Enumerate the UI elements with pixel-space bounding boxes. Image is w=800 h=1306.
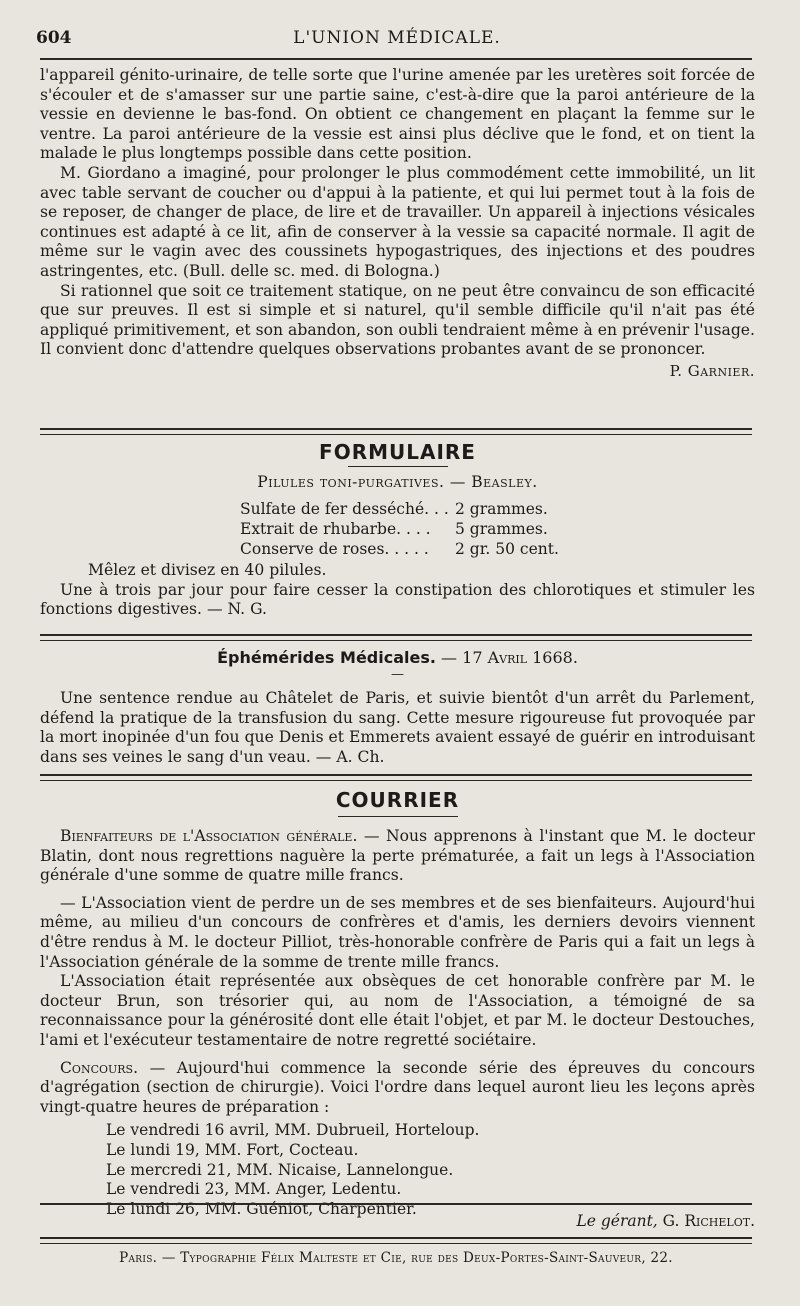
ephemerides-date: — 17 Avril 1668. bbox=[441, 648, 578, 667]
ingredient-row bbox=[240, 539, 755, 559]
schedule-item: Le vendredi 23, MM. Anger, Ledentu. bbox=[106, 1180, 402, 1199]
bienfaiteurs-paragraph bbox=[40, 827, 755, 886]
courrier-section bbox=[40, 788, 755, 1219]
ingredient-dose: 2 grammes. bbox=[455, 500, 548, 518]
schedule-item: Le lundi 26, MM. Guéniot, Charpentier. bbox=[106, 1199, 417, 1218]
formulaire-subtitle: Pilules toni-purgatives. — Beasley. bbox=[257, 473, 538, 491]
concours-label: Concours. bbox=[60, 1058, 139, 1077]
section-rule bbox=[40, 774, 752, 781]
section-rule bbox=[40, 428, 752, 435]
section-rule bbox=[40, 634, 752, 641]
ephemerides-heading bbox=[40, 648, 755, 667]
courrier-title: COURRIER bbox=[335, 788, 460, 812]
gerant-name: G. Richelot. bbox=[662, 1212, 755, 1230]
bienfaiteurs-text: — Nous apprenons à l'instant que M. le docteur Blatin, dont nous regrettions naguère la perte prématurée, a fait un legs à l'Association générale d'une somme de quatre mille francs. bbox=[40, 827, 755, 885]
bienfaiteurs-label: Bienfaiteurs de l'Association générale. bbox=[60, 827, 358, 845]
gerant-label: Le gérant, bbox=[576, 1212, 658, 1230]
ingredient-name: Extrait de rhubarbe. . . . bbox=[240, 520, 431, 538]
article-paragraph-3: Si rationnel que soit ce traitement statique, on ne peut être convaincu de son efficacité que sur preuves. Il est si simple et si naturel, qu'il semble difficile qu'il n'ait pas été appliqué primitivement, et son abandon, son oubli tendraient même à en prévenir l'usage. Il convient donc d'attendre quelques observations probantes avant de se prononcer. bbox=[40, 281, 755, 359]
ingredient-row bbox=[240, 499, 755, 519]
running-title: L'UNION MÉDICALE. bbox=[293, 28, 501, 48]
article-signature: P. Garnier. bbox=[669, 361, 755, 380]
article-continuation bbox=[40, 66, 755, 382]
ephemerides-dash: — bbox=[391, 667, 404, 682]
ingredient-row bbox=[240, 519, 755, 539]
ephemerides-title: Éphémérides Médicales. bbox=[217, 648, 436, 667]
gerant-line bbox=[40, 1212, 755, 1230]
formulaire-usage: Une à trois par jour pour faire cesser la constipation des chlorotiques et stimuler les fonctions digestives. — N. G. bbox=[40, 580, 755, 619]
ingredient-dose: 5 grammes. bbox=[455, 520, 548, 538]
page-number: 604 bbox=[36, 28, 72, 48]
ingredient-name: Sulfate de fer desséché. . . bbox=[240, 500, 449, 518]
concours-text: — Aujourd'hui commence la seconde série des épreuves du concours d'agrégation (section de chirurgie). Voici l'ordre dans lequel auront lieu les leçons après vingt-quatre heures de préparation : bbox=[40, 1058, 755, 1116]
ingredient-name: Conserve de roses. . . . . bbox=[240, 540, 429, 558]
printer-imprint: Paris. — Typographie Félix Malteste et Cie, rue des Deux-Portes-Saint-Sauveur, 22. bbox=[119, 1250, 673, 1266]
concours-paragraph bbox=[40, 1059, 755, 1118]
schedule-item: Le vendredi 16 avril, MM. Dubrueil, Horteloup. bbox=[106, 1121, 480, 1140]
article-paragraph-2: M. Giordano a imaginé, pour prolonger le plus commodément cette immobilité, un lit avec table servant de coucher ou d'appui à la patiente, et qui lui permet tout à la fois de se reposer, de changer de place, de lire et de travailler. Un appareil à injections vésicales continues est adapté à ce lit, afin de conserver à la vessie sa capacité normale. Il agit de même sur le vagin avec des coussinets hypogastriques, des injections et des poudres astringentes, etc. (Bull. delle sc. med. di Bologna.) bbox=[40, 163, 755, 280]
header-rule bbox=[40, 58, 752, 60]
formulaire-title: FORMULAIRE bbox=[319, 440, 476, 464]
pilliot-paragraph: — L'Association vient de perdre un de ses membres et de ses bienfaiteurs. Aujourd'hui même, au milieu d'un concours de confrères et d'amis, les derniers devoirs viennent d'être rendus à M. le docteur Pilliot, très-honorable confrère de Paris qui a fait un legs à l'Association générale de la somme de trente mille francs. bbox=[40, 893, 755, 971]
schedule-item: Le lundi 19, MM. Fort, Cocteau. bbox=[106, 1140, 359, 1159]
title-underline bbox=[348, 466, 448, 467]
article-paragraph-1: l'appareil génito-urinaire, de telle sorte que l'urine amenée par les uretères soit forcée de s'écouler et de s'amasser sur une partie saine, c'est-à-dire que la paroi antérieure de la vessie en devienne le bas-fond. On obtient ce changement en plaçant la femme sur le ventre. La paroi antérieure de la vessie est ainsi plus déclive que le fond, et on tient la malade le plus longtemps possible dans cette position. bbox=[40, 66, 755, 163]
ingredient-list bbox=[240, 499, 755, 559]
ephemerides-section bbox=[40, 648, 755, 767]
schedule-item: Le mercredi 21, MM. Nicaise, Lannelongue. bbox=[106, 1160, 454, 1179]
formulaire-instruction: Mêlez et divisez en 40 pilules. bbox=[88, 561, 327, 579]
obseques-paragraph: L'Association était représentée aux obsèques de cet honorable confrère par M. le docteur Brun, son trésorier qui, au nom de l'Association, a témoigné de sa reconnaissance pour la générosité dont elle était l'objet, et par M. le docteur Destouches, l'ami et l'exécuteur testamentaire de notre regretté sociétaire. bbox=[40, 972, 755, 1049]
page-header bbox=[36, 24, 758, 54]
footer-rule bbox=[40, 1237, 752, 1244]
gerant-rule bbox=[40, 1203, 752, 1205]
title-underline bbox=[338, 816, 458, 817]
ephemerides-text: Une sentence rendue au Châtelet de Paris, et suivie bientôt d'un arrêt du Parlement, défend la pratique de la transfusion du sang. Cette mesure rigoureuse fut provoquée par la mort inopinée d'un fou que Denis et Emmerets avaient essayé de guérir en introduisant dans ses veines le sang d'un veau. — A. Ch. bbox=[40, 689, 755, 766]
ingredient-dose: 2 gr. 50 cent. bbox=[455, 540, 559, 558]
formulaire-section bbox=[40, 440, 755, 620]
